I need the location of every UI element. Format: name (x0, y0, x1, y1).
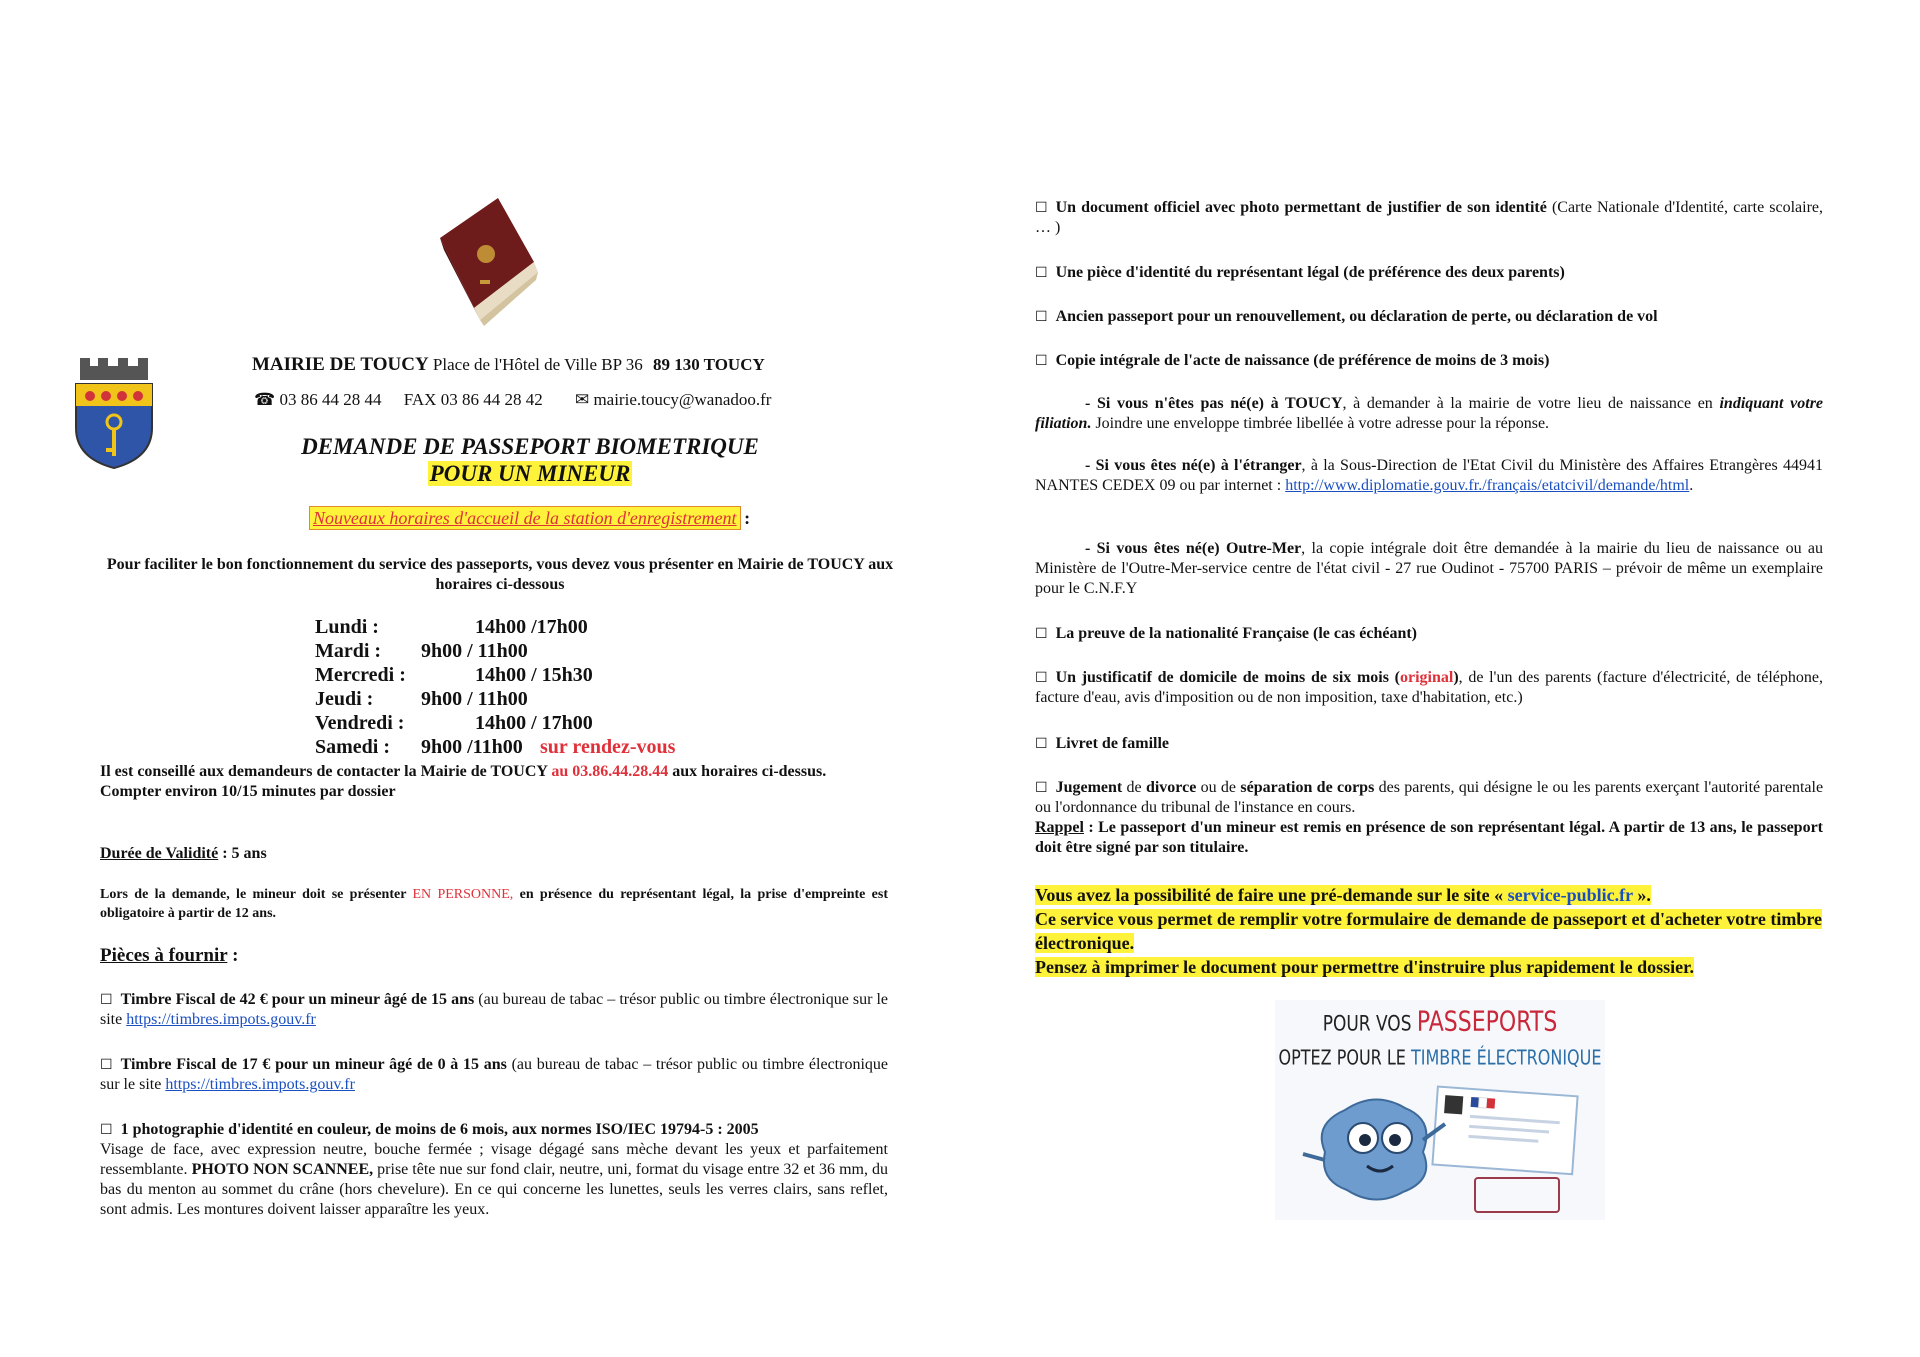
validity-value: : 5 ans (222, 845, 267, 862)
doc-text: (Carte Nationale d'Identité, carte scolaire, … ) (1035, 199, 1824, 236)
promo-line2: OPTEZ POUR LE (1278, 1045, 1406, 1070)
schedule-hours: 14h00 /17h00 (475, 616, 588, 638)
service-public-link[interactable]: service-public.fr (1507, 885, 1633, 905)
hours-heading-colon: : (744, 508, 751, 528)
item-copie-integrale (1035, 351, 1823, 371)
toucy-bold: - Si vous n'êtes pas né(e) à TOUCY (1085, 395, 1343, 412)
jugement-text-3: des parents, qui désigne le ou les parents exerçant l'autorité parentale ou l'ordonnance du tribunal de l'instance en cours. (1035, 779, 1824, 816)
schedule-hours: 14h00 / 17h00 (475, 712, 593, 734)
presence-emphasis: EN PERSONNE, (412, 887, 514, 902)
etranger-bold: - Si vous êtes né(e) à l'étranger (1085, 457, 1302, 474)
mairie-header (252, 354, 872, 376)
item-timbre-42 (100, 990, 888, 1030)
validity-label: Durée de Validité (100, 845, 219, 862)
presence-text: Lors de la demande, le mineur doit se présenter (100, 887, 407, 902)
diplomatie-link[interactable]: http://www.diplomatie.gouv.fr./français/etatcivil/demande/html (1285, 477, 1690, 494)
schedule (315, 616, 875, 762)
toucy-italic: indiquant votre filiation. (1035, 395, 1824, 432)
mairie-name: MAIRIE DE TOUCY (252, 354, 429, 375)
title-line2: POUR UN MINEUR (429, 461, 631, 486)
schedule-day: Samedi : (315, 736, 390, 758)
hours-heading (100, 508, 960, 529)
photo-bold-2: PHOTO NON SCANNEE, (191, 1161, 374, 1178)
domicile-bold-2: ) (1453, 669, 1459, 686)
advice-text: Il est conseillé aux demandeurs de contacter la Mairie de TOUCY (100, 763, 548, 780)
promo-passeports: PASSEPORTS (1416, 1006, 1558, 1039)
item-domicile (1035, 668, 1823, 708)
fax-label: FAX (403, 390, 437, 409)
timbre42-text: (au bureau de tabac – trésor public ou timbre électronique sur le site (100, 991, 889, 1028)
item-document-officiel (1035, 198, 1823, 238)
presence-paragraph (100, 885, 888, 923)
schedule-row (315, 640, 875, 664)
item-timbre-17 (100, 1055, 888, 1095)
predemande-line2: Ce service vous permet de remplir votre formulaire de demande de passeport et d'acheter votre timbre électronique. (1035, 909, 1822, 953)
schedule-note: sur rendez-vous (540, 736, 676, 758)
jugement-text: de (1126, 779, 1142, 796)
timbres-link[interactable]: https://timbres.impots.gouv.fr (126, 1011, 316, 1028)
note-outre-mer (1035, 539, 1823, 599)
timbre17-bold: Timbre Fiscal de 17 € pour un mineur âgé de 0 à 15 ans (120, 1056, 507, 1073)
validity (100, 845, 888, 863)
schedule-day: Vendredi : (315, 712, 405, 734)
advice-text-2: aux horaires ci-dessus. (672, 763, 827, 780)
schedule-row (315, 616, 875, 640)
promo-line1: POUR VOS (1322, 1011, 1412, 1037)
jugement-text-2: ou de (1200, 779, 1237, 796)
checkbox-icon: ☐ (1035, 736, 1048, 752)
mairie-address: Place de l'Hôtel de Ville BP 36 (432, 355, 643, 374)
predemande-text-2: ». (1637, 885, 1651, 905)
mascot-illustration (1285, 1080, 1595, 1215)
timbres-link[interactable]: https://timbres.impots.gouv.fr (165, 1076, 355, 1093)
checkbox-icon: ☐ (1035, 670, 1048, 686)
rep-text: Une pièce d'identité du représentant légal (de préférence des deux parents) (1055, 264, 1565, 281)
rappel-label: Rappel (1035, 819, 1084, 836)
predemande-text: Vous avez la possibilité de faire une pré-demande sur le site « (1035, 885, 1504, 905)
pieces-heading-text: Pièces à fournir (100, 945, 228, 966)
timbre-electronique-promo (1275, 1000, 1605, 1220)
mairie-postcode: 89 130 TOUCY (652, 355, 765, 374)
ancien-text: Ancien passeport pour un renouvellement, ou déclaration de perte, ou déclaration de vol (1055, 308, 1658, 325)
jugement-bold-2: divorce (1145, 779, 1197, 796)
duration-text: Compter environ 10/15 minutes par dossier (100, 783, 396, 800)
promo-timbre: TIMBRE ÉLECTRONIQUE (1410, 1045, 1602, 1070)
copie-text: Copie intégrale de l'acte de naissance (de préférence de moins de 3 mois) (1055, 352, 1550, 369)
checkbox-icon: ☐ (1035, 780, 1048, 796)
doc-bold: Un document officiel avec photo permettant de justifier de son identité (1055, 199, 1547, 216)
predemande-line3: Pensez à imprimer le document pour permettre d'instruire plus rapidement le dossier. (1035, 957, 1694, 977)
passport-image (430, 198, 540, 326)
checkbox-icon: ☐ (100, 1057, 113, 1073)
schedule-row (315, 664, 875, 688)
schedule-hours: 9h00 /11h00 (421, 736, 523, 758)
schedule-hours: 9h00 / 11h00 (421, 640, 528, 662)
domicile-bold: Un justificatif de domicile de moins de six mois ( (1055, 669, 1400, 686)
page-title (100, 433, 960, 487)
note-toucy (1035, 394, 1823, 434)
item-photo (100, 1120, 888, 1220)
title-line1: DEMANDE DE PASSEPORT BIOMETRIQUE (301, 434, 759, 459)
schedule-hours: 14h00 / 15h30 (475, 664, 593, 686)
schedule-day: Mercredi : (315, 664, 406, 686)
checkbox-icon: ☐ (100, 1122, 113, 1138)
domicile-original: original (1399, 669, 1454, 686)
checkbox-icon: ☐ (1035, 353, 1048, 369)
nationalite-text: La preuve de la nationalité Française (le cas échéant) (1055, 625, 1417, 642)
item-jugement (1035, 778, 1823, 858)
toucy-text-2: Joindre une enveloppe timbrée libellée à votre adresse pour la réponse. (1095, 415, 1550, 432)
schedule-hours: 9h00 / 11h00 (421, 688, 528, 710)
checkbox-icon: ☐ (1035, 309, 1048, 325)
advice-paragraph (100, 762, 888, 802)
timbre17-text: (au bureau de tabac – trésor public ou timbre électronique sur le site (100, 1056, 889, 1093)
pieces-heading (100, 945, 888, 967)
schedule-day: Lundi : (315, 616, 379, 638)
item-nationalite (1035, 624, 1823, 644)
outre-mer-bold: - Si vous êtes né(e) Outre-Mer (1085, 540, 1302, 557)
timbre42-bold: Timbre Fiscal de 42 € pour un mineur âgé de 15 ans (120, 991, 475, 1008)
checkbox-icon: ☐ (100, 992, 113, 1008)
livret-text: Livret de famille (1055, 735, 1170, 752)
schedule-day: Jeudi : (315, 688, 374, 710)
phone-number: 03 86 44 28 44 (279, 390, 382, 409)
schedule-row (315, 712, 875, 736)
photo-bold: 1 photographie d'identité en couleur, de moins de 6 mois, aux normes ISO/IEC 19794-5 : 2005 (120, 1121, 759, 1138)
rappel-text: : Le passeport d'un mineur est remis en présence de son représentant légal. A partir de 13 ans, le passeport doit être signé par son titulaire. (1035, 819, 1823, 856)
presence-text-2: en présence du représentant légal, la prise d'empreinte est obligatoire à partir de 12 ans. (100, 887, 888, 921)
contact-line (254, 390, 874, 410)
schedule-day: Mardi : (315, 640, 382, 662)
item-piece-representant (1035, 263, 1823, 283)
toucy-text: , à demander à la mairie de votre lieu de naissance en (1342, 395, 1713, 412)
etranger-text: , à la Sous-Direction de l'Etat Civil du Ministère des Affaires Etrangères 44941 NANTES CEDEX 09 ou par internet : (1035, 457, 1823, 494)
photo-text: Visage de face, avec expression neutre, bouche fermée ; visage dégagé sans mèche devant les yeux et parfaitement ressemblante. (100, 1141, 888, 1178)
item-ancien-passeport (1035, 307, 1823, 327)
schedule-row (315, 736, 875, 760)
email-address: mairie.toucy@wanadoo.fr (593, 390, 772, 409)
hours-heading-text: Nouveaux horaires d'accueil de la station d'enregistrement (310, 507, 740, 529)
jugement-bold-3: séparation de corps (1240, 779, 1375, 796)
item-livret (1035, 734, 1823, 754)
checkbox-icon: ☐ (1035, 265, 1048, 281)
predemande-block (1035, 883, 1825, 979)
pieces-heading-colon: : (227, 945, 239, 966)
photo-text-2: prise tête nue sur fond clair, neutre, uni, format du visage entre 32 et 36 mm, du bas du menton au sommet du crâne (hors chevelure). En ce qui concerne les lunettes, seuls les verres clairs, sans reflet, sont admis. Les montures doivent laisser apparaître les yeux. (100, 1161, 888, 1218)
email-icon: ✉ (574, 390, 590, 409)
note-etranger: - Si vous êtes né(e) à l'étranger, à la Sous-Direction de l'Etat Civil du Ministère des Affaires Etrangères 44941 NANTES CEDEX 09 ou par internet : http://www.diplomatie.gouv.fr./français/etatcivil/demande/html. (1035, 457, 1823, 494)
schedule-row (315, 688, 875, 712)
outre-mer-text: , la copie intégrale doit être demandée à la mairie du lieu de naissance ou au Ministère de l'Outre-Mer-service centre de l'état civil - 27 rue Oudinot - 75700 PARIS – prévoir de même un exemplaire pour le C.N.F.Y (1035, 540, 1823, 597)
phone-icon: ☎ (254, 390, 276, 409)
checkbox-icon: ☐ (1035, 626, 1048, 642)
fax-number: 03 86 44 28 42 (440, 390, 543, 409)
jugement-bold: Jugement (1055, 779, 1123, 796)
checkbox-icon: ☐ (1035, 200, 1048, 216)
advice-phone: au 03.86.44.28.44 (551, 763, 669, 780)
domicile-text: , de l'un des parents (facture d'électricité, de téléphone, facture d'eau, avis d'imposition ou de non imposition, taxe d'habitation, etc.) (1035, 669, 1824, 706)
hours-intro: Pour faciliter le bon fonctionnement du service des passeports, vous devez vous présenter en Mairie de TOUCY aux horaires ci-dessous (106, 556, 894, 593)
